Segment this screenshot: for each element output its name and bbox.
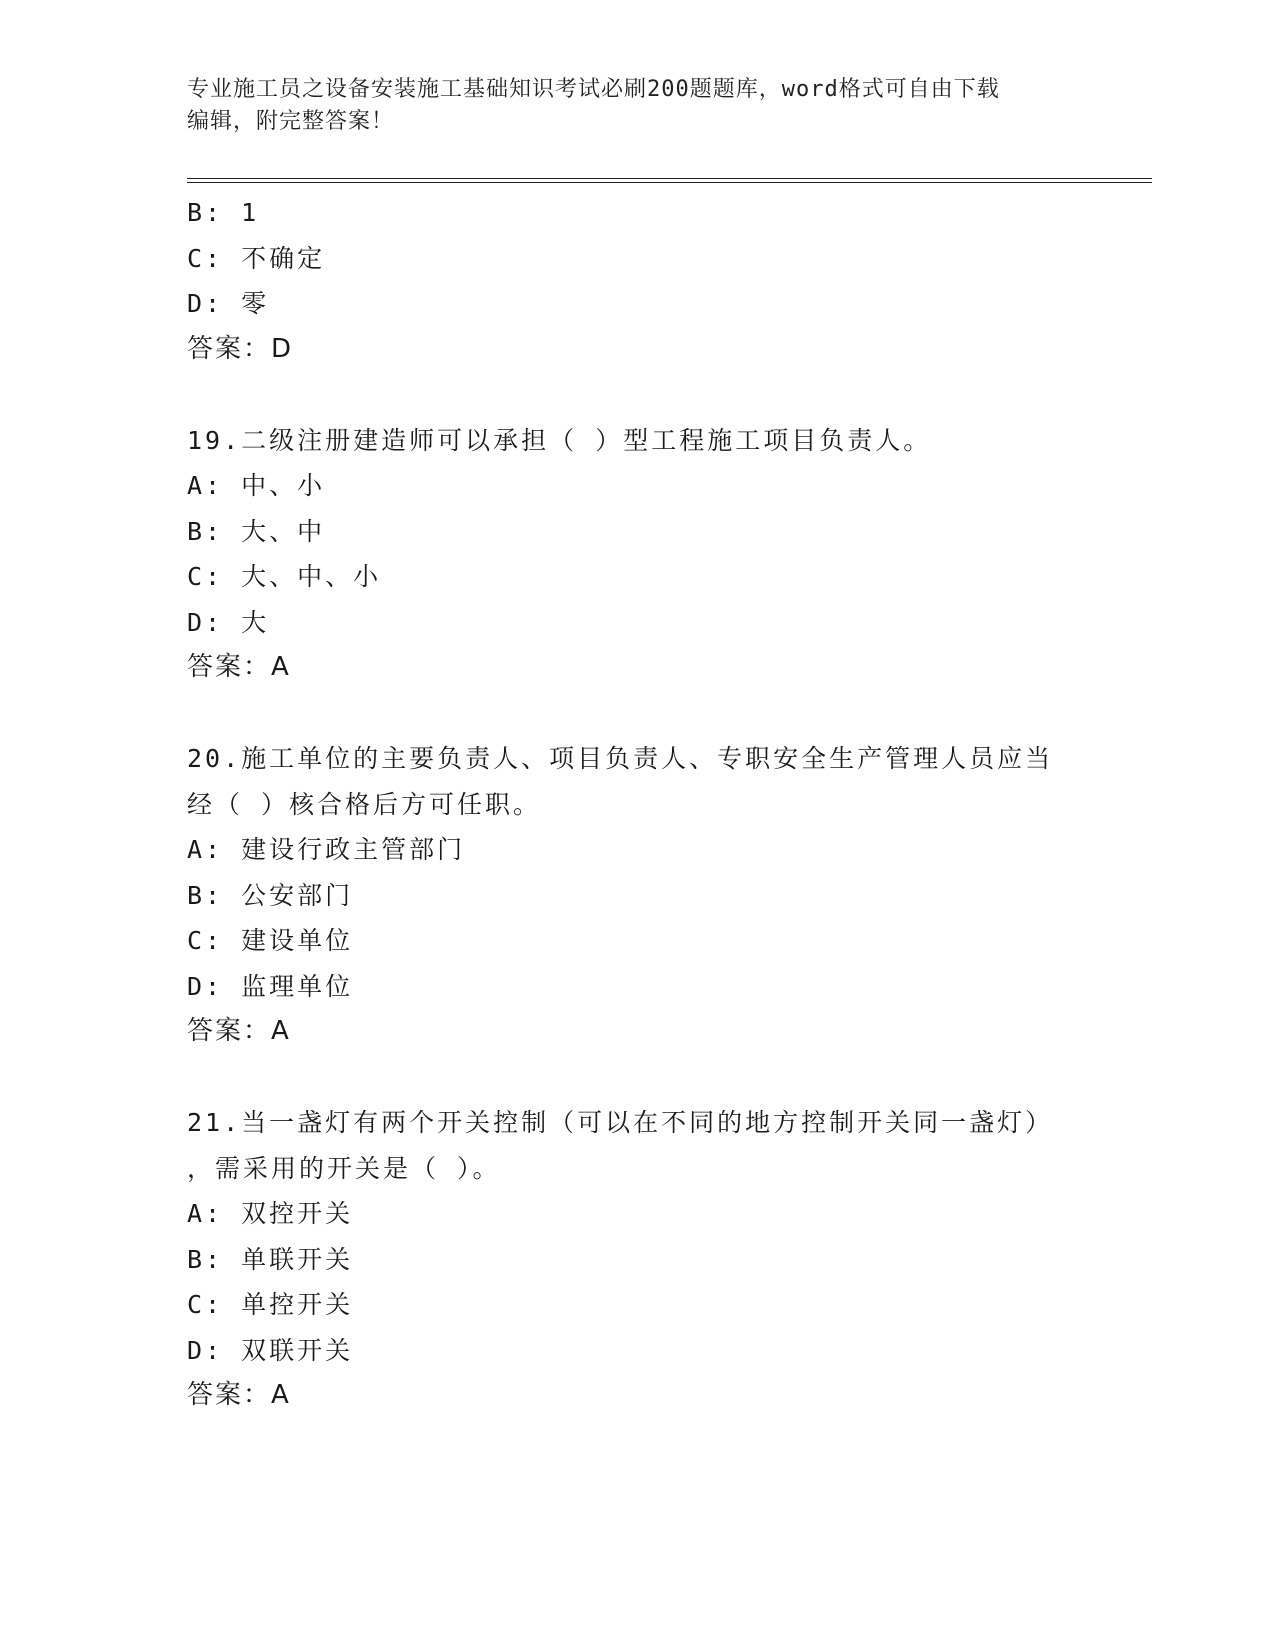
option-line [187,1328,1087,1374]
option-text: 单联开关 [241,1244,354,1274]
answer-line: 答案：A [187,652,291,682]
question-stem: 19.二级注册建造师可以承担（ ）型工程施工项目负责人。 [187,425,932,455]
question-stem: 21.当一盏灯有两个开关控制（可以在不同的地方控制开关同一盏灯） [187,1108,1054,1137]
option-key: A: [187,471,224,500]
option-text: 大、中、小 [241,562,382,591]
question-stem-continued: ，需采用的开关是（ ）。 [187,1153,501,1183]
option-key: B: [187,880,224,910]
option-text: 大、中 [241,516,326,546]
question-block-20 [187,736,1087,1055]
header-divider-top [187,178,1152,179]
option-line [187,509,1087,555]
option-key: D: [187,289,224,318]
option-text: 监理单位 [241,971,354,1001]
option-key: C: [187,562,224,591]
answer-line: 答案：A [187,1016,291,1046]
option-text: 公安部门 [241,880,354,910]
question-spacer [187,691,1087,737]
option-key: C: [187,243,224,273]
option-text: 双控开关 [241,1199,354,1228]
answer-line: 答案：D [187,333,294,364]
option-line [187,554,1087,600]
page-header [187,74,1067,138]
option-text: 不确定 [241,243,326,273]
option-key: D: [187,607,224,637]
option-line [187,827,1087,873]
header-title-line2: 编辑，附完整答案！ [187,109,395,134]
option-line [187,600,1087,646]
option-key: C: [187,1290,224,1319]
option-line [187,873,1087,919]
question-block-21 [187,1100,1087,1419]
option-key: D: [187,971,224,1001]
option-key: A: [187,1199,224,1228]
option-line [187,463,1087,509]
question-list [187,190,1087,1419]
option-text: 大 [241,607,270,637]
question-block-19 [187,418,1087,691]
header-divider-bottom [187,182,1152,183]
option-line [187,1237,1087,1283]
option-key: C: [187,926,224,955]
option-line [187,1282,1087,1328]
option-key: B: [187,516,224,546]
question-stem: 20.施工单位的主要负责人、项目负责人、专职安全生产管理人员应当 [187,744,1054,773]
option-text: 建设单位 [241,926,354,955]
question-block-prev [187,190,1087,372]
option-line [187,918,1087,964]
option-text: 单控开关 [241,1290,354,1319]
option-key: B: [187,198,224,227]
option-text: 中、小 [241,471,326,500]
option-text: 双联开关 [241,1335,354,1365]
option-text: 零 [241,289,270,318]
option-text: 1 [241,198,260,227]
option-key: A: [187,835,224,864]
option-line [187,1191,1087,1237]
option-key: B: [187,1244,224,1274]
option-text: 建设行政主管部门 [241,835,466,864]
option-line [187,190,1087,236]
header-title-line1: 专业施工员之设备安装施工基础知识考试必刷200题题库，word格式可自由下载 [187,77,1000,102]
question-spacer [187,1055,1087,1101]
option-line [187,281,1087,327]
question-spacer [187,372,1087,418]
answer-line: 答案：A [187,1380,291,1410]
option-key: D: [187,1335,224,1365]
option-line [187,236,1087,282]
option-line [187,964,1087,1010]
question-stem-continued: 经（ ）核合格后方可任职。 [187,789,542,819]
